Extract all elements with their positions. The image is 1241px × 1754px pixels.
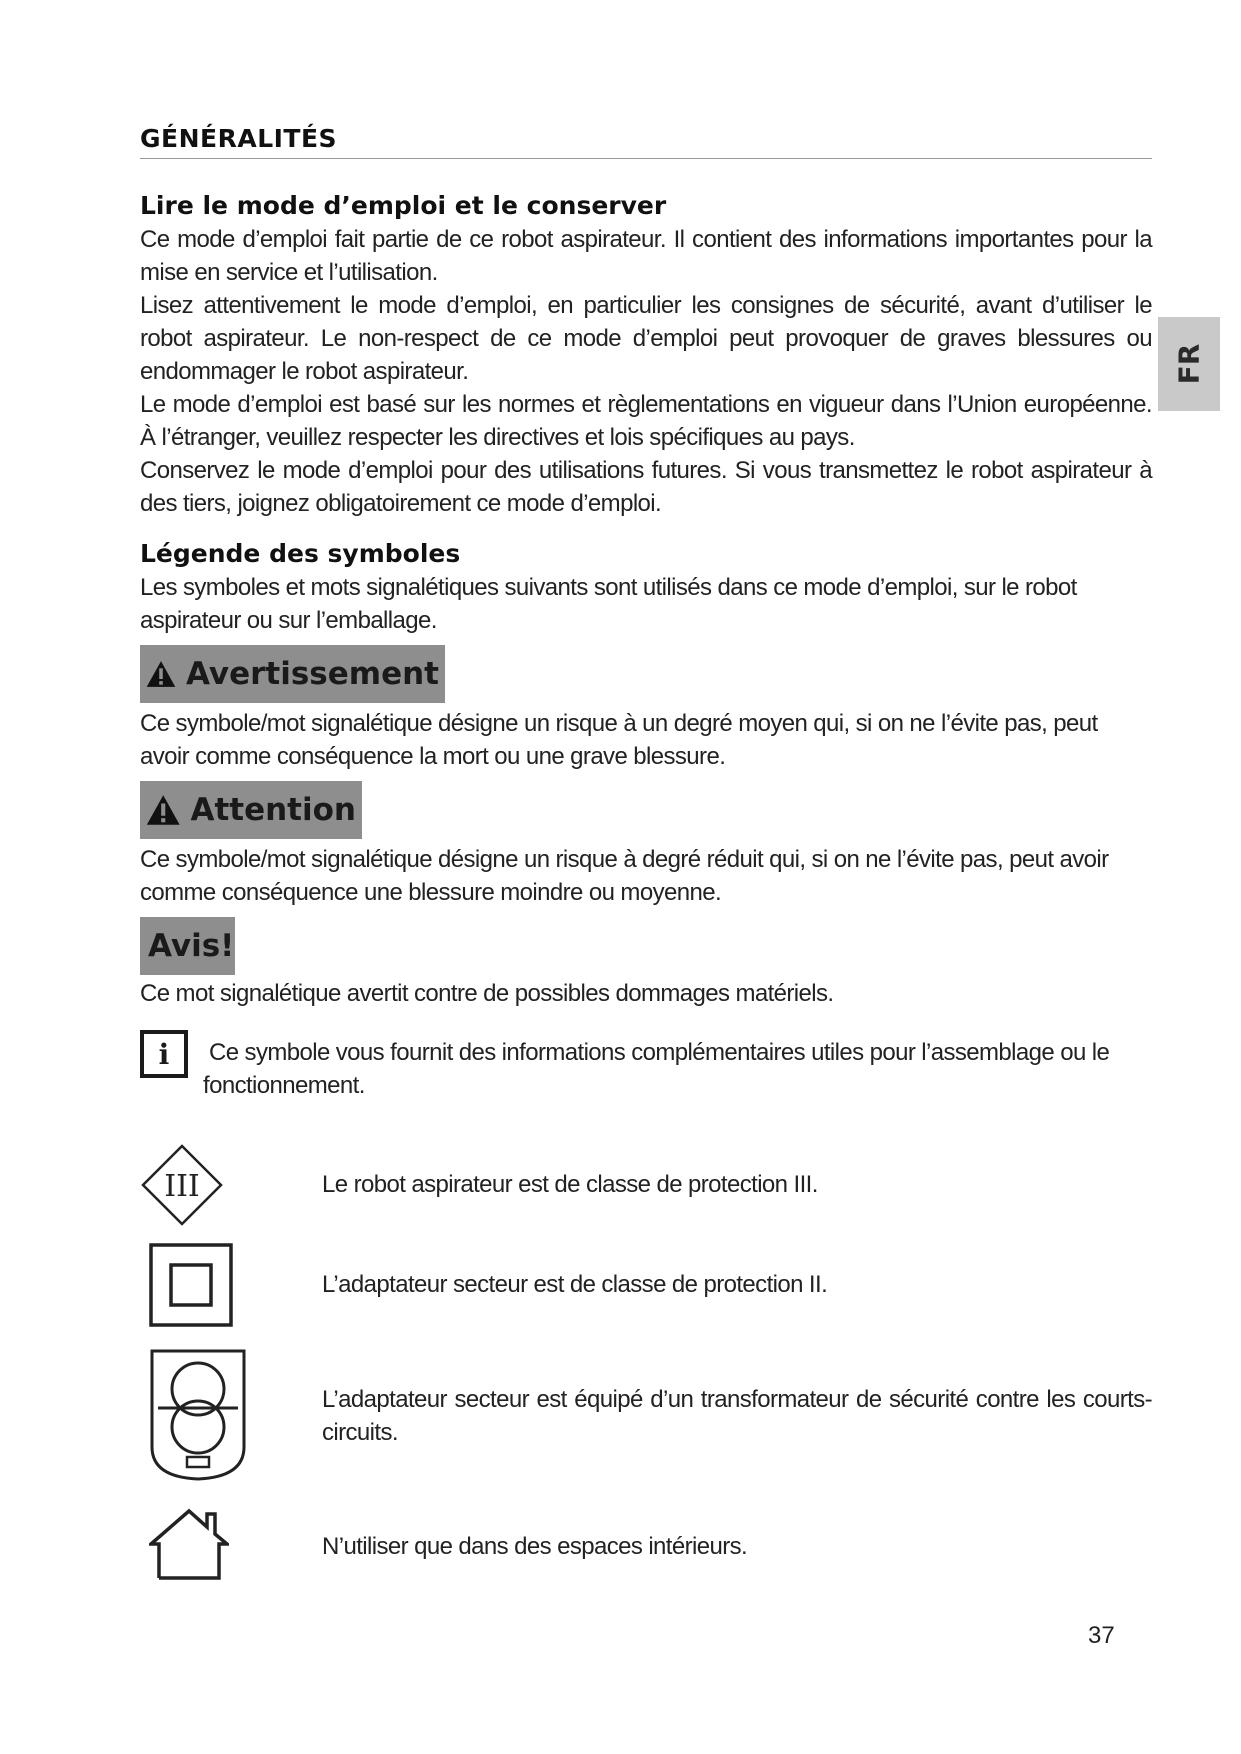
language-tab: [1158, 317, 1220, 411]
notice-badge: [140, 917, 235, 975]
paragraph: Ce symbole/mot signalétique désigne un risque à degré réduit qui, si on ne l’évite pas, peut avoir comme conséquence une blessure moindre ou moyenne.: [140, 846, 1109, 906]
paragraph: Ce mot signalétique avertit contre de possibles dommages matériels.: [140, 980, 834, 1007]
symbol-text-class-ii: L’adaptateur secteur est de classe de protection II.: [322, 1271, 828, 1298]
read-manual-heading: Lire le mode d’emploi et le conserver: [140, 191, 667, 220]
warning-badge: [140, 645, 445, 703]
paragraph: Lisez attentivement le mode d’emploi, en particulier les consignes de sécurité, avant d’utiliser le robot aspirateur. Le non-respect de ce mode d’emploi peut provoquer de graves blessures ou endommager le robot aspirateur.: [140, 292, 1152, 385]
protection-class-iii-icon: [140, 1143, 224, 1227]
legend-heading: Légende des symboles: [140, 539, 461, 568]
warning-label: Avertissement: [186, 656, 439, 692]
info-glyph: i: [158, 1037, 170, 1071]
caution-text: [140, 843, 1152, 909]
paragraph: Les symboles et mots signalétiques suivants sont utilisés dans ce mode d’emploi, sur le robot aspirateur ou sur l’emballage.: [140, 574, 1077, 634]
symbol-text-indoor: N’utiliser que dans des espaces intérieurs.: [322, 1533, 748, 1560]
language-tab-label: FR: [1172, 343, 1206, 385]
page-number: 37: [1088, 1622, 1115, 1649]
symbol-text-class-iii: Le robot aspirateur est de classe de protection III.: [322, 1171, 818, 1198]
caution-badge: [140, 781, 362, 839]
safety-transformer-icon: [148, 1347, 248, 1483]
warning-text: [140, 707, 1152, 773]
caution-label: Attention: [190, 792, 356, 828]
legend-intro: [140, 571, 1152, 637]
paragraph: Ce mode d’emploi fait partie de ce robot aspirateur. Il contient des informations importantes pour la mise en service et l’utilisation.: [140, 226, 1152, 286]
paragraph: Ce symbole vous fournit des informations complémentaires utiles pour l’assemblage ou le fonctionnement.: [203, 1039, 1110, 1099]
read-manual-body: [140, 223, 1152, 520]
info-icon: [140, 1030, 188, 1078]
notice-text: [140, 977, 1152, 1010]
paragraph: Le mode d’emploi est basé sur les normes et règlementations en vigueur dans l’Union européenne. À l’étranger, veuillez respecter les directives et lois spécifiques au pays.: [140, 391, 1152, 451]
section-title: GÉNÉRALITÉS: [140, 124, 338, 153]
paragraph: Conservez le mode d’emploi pour des utilisations futures. Si vous transmettez le robot aspirateur à des tiers, joignez obligatoirement ce mode d’emploi.: [140, 457, 1152, 517]
info-text: [203, 1036, 1153, 1102]
section-divider: [140, 158, 1152, 159]
warning-triangle-icon: [146, 790, 180, 830]
notice-label: Avis!: [148, 928, 235, 964]
protection-class-ii-icon: [149, 1243, 233, 1327]
protection-class-iii-glyph: III: [164, 1169, 200, 1204]
paragraph: Ce symbole/mot signalétique désigne un risque à un degré moyen qui, si on ne l’évite pas, peut avoir comme conséquence la mort ou une grave blessure.: [140, 710, 1098, 770]
warning-triangle-icon: [146, 654, 176, 694]
indoor-use-icon: [149, 1508, 229, 1580]
symbol-text-transformer: L’adaptateur secteur est équipé d’un transformateur de sécurité contre les courts-circuits.: [322, 1386, 1152, 1446]
